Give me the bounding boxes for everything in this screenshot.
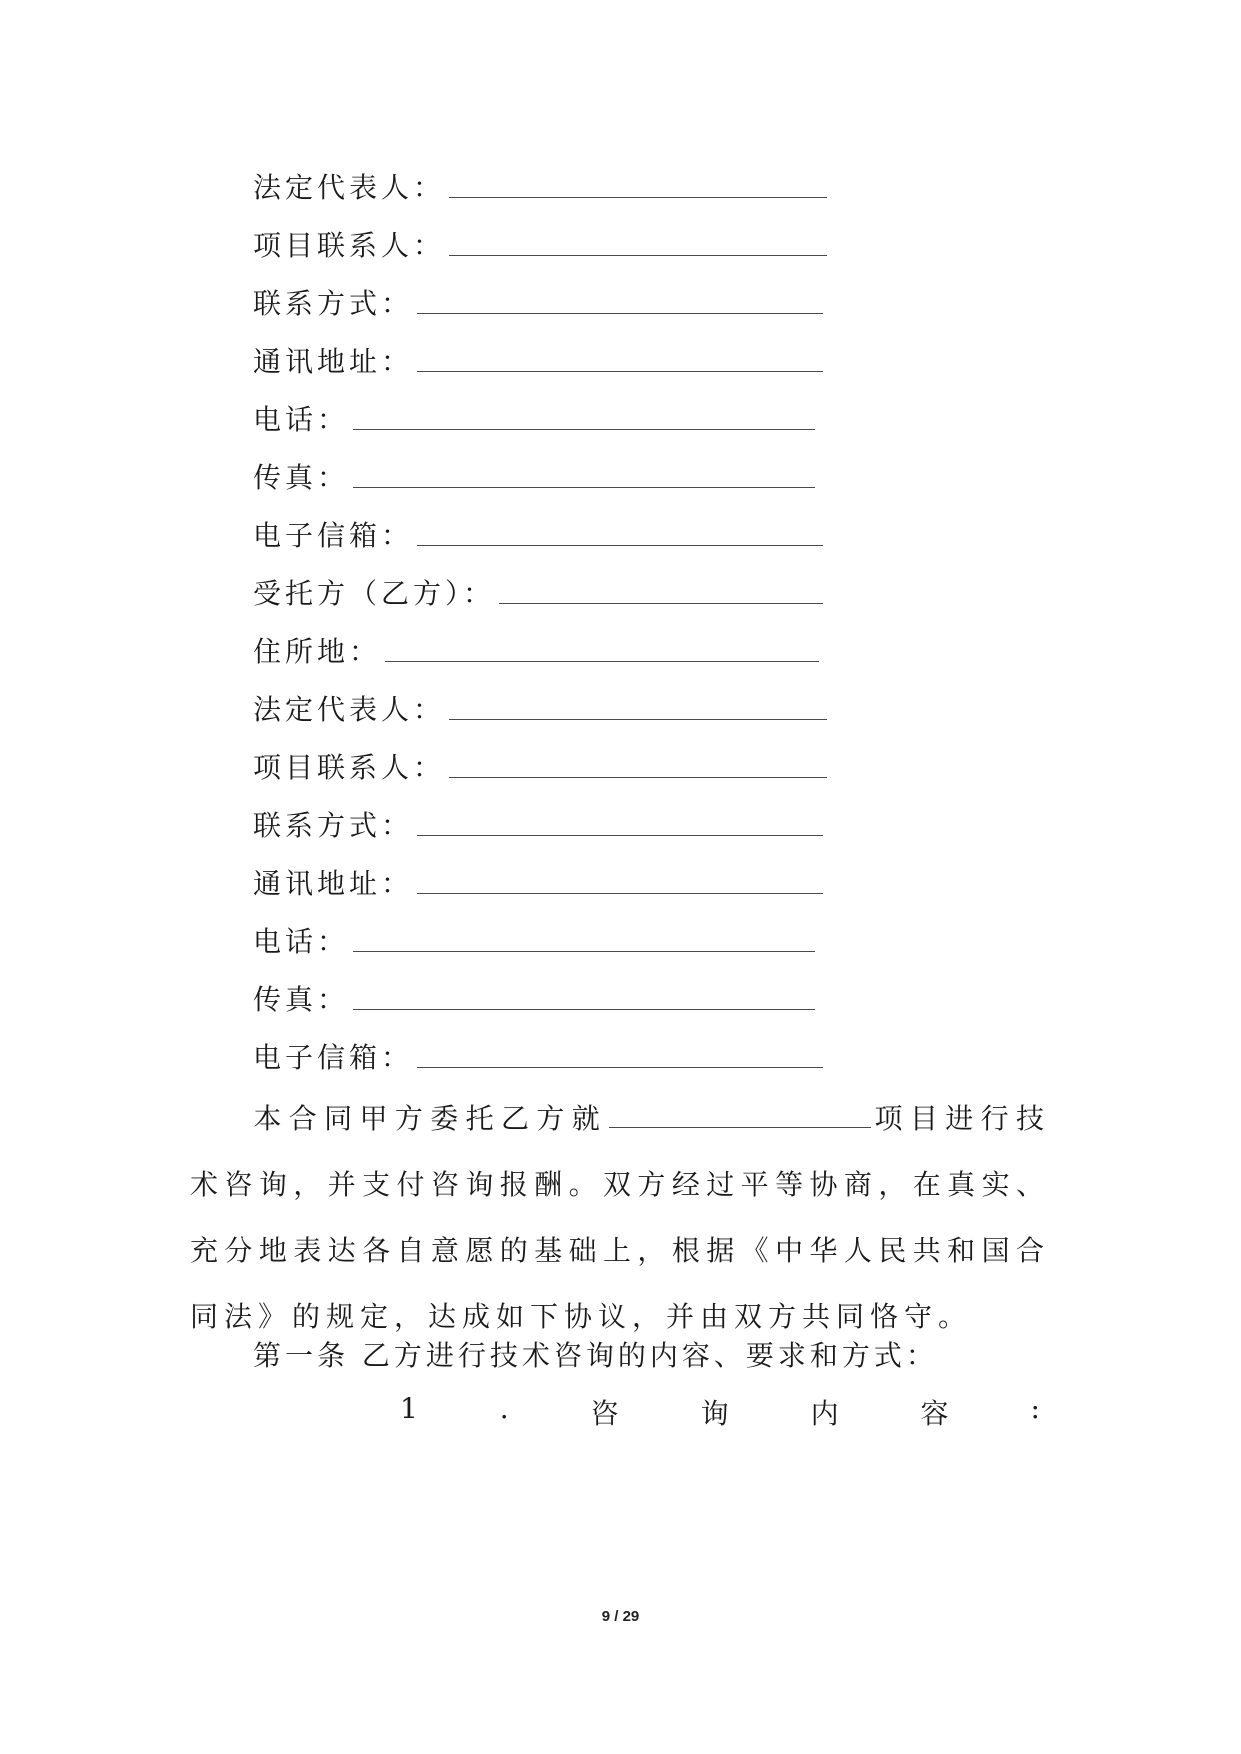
trustee-address-field — [253, 862, 823, 902]
trustee-contact-method-field — [253, 804, 823, 844]
fill-blank[interactable] — [353, 987, 815, 1010]
intro-text-part2: 项目进行技术咨询，并支付咨询报酬。双方经过平等协商，在真实、充分地表达各自意愿的基础上，根据《中华人民共和国合同法》的规定，达成如下协议，并由双方共同恪守。 — [190, 1102, 1050, 1333]
fill-blank[interactable] — [417, 871, 823, 894]
client-project-contact-field — [253, 224, 827, 264]
item-char: . — [499, 1392, 509, 1425]
fill-blank[interactable] — [449, 175, 827, 198]
item-char: 内 — [810, 1397, 839, 1430]
trustee-legal-rep-field — [253, 688, 827, 728]
fill-blank[interactable] — [353, 465, 815, 488]
fill-blank[interactable] — [449, 697, 827, 720]
item-char: 咨 — [590, 1397, 619, 1430]
trustee-email-field — [253, 1036, 823, 1076]
trustee-name-field — [253, 572, 823, 612]
fill-blank[interactable] — [353, 407, 815, 430]
trustee-project-contact-field — [253, 746, 827, 786]
field-label: 项目联系人： — [253, 751, 446, 784]
client-phone-field — [253, 398, 815, 438]
item-char: 容 — [920, 1397, 949, 1430]
fill-blank[interactable] — [417, 291, 823, 314]
fill-blank[interactable] — [417, 523, 823, 546]
field-label: 电子信箱： — [253, 1041, 414, 1074]
intro-paragraph — [190, 1086, 1050, 1350]
page-number: 9 / 29 — [601, 1608, 640, 1625]
project-name-blank[interactable] — [609, 1105, 871, 1128]
field-label: 通讯地址： — [253, 345, 414, 378]
fill-blank[interactable] — [449, 233, 827, 256]
article-1-heading — [253, 1334, 938, 1374]
fill-blank[interactable] — [417, 349, 823, 372]
field-label: 电话： — [253, 403, 350, 436]
fill-blank[interactable] — [353, 929, 815, 952]
client-fax-field — [253, 456, 815, 496]
field-label: 法定代表人： — [253, 693, 446, 726]
field-label: 电话： — [253, 925, 350, 958]
article-1-title: 第一条 乙方进行技术咨询的内容、要求和方式： — [253, 1339, 938, 1372]
intro-text-part1: 本合同甲方委托乙方就 — [252, 1102, 608, 1135]
trustee-phone-field — [253, 920, 815, 960]
trustee-domicile-field — [253, 630, 819, 670]
fill-blank[interactable] — [449, 755, 827, 778]
client-contact-method-field — [253, 282, 823, 322]
client-legal-rep-field — [253, 166, 827, 206]
fill-blank[interactable] — [417, 813, 823, 836]
field-label: 项目联系人： — [253, 229, 446, 262]
item-char: : — [1030, 1392, 1040, 1425]
trustee-fax-field — [253, 978, 815, 1018]
item-1-consulting-content — [400, 1392, 1040, 1432]
field-label: 联系方式： — [253, 287, 414, 320]
client-address-field — [253, 340, 823, 380]
field-label: 传真： — [253, 461, 350, 494]
item-char: 询 — [700, 1397, 729, 1430]
fill-blank[interactable] — [499, 581, 823, 604]
field-label: 法定代表人： — [253, 171, 446, 204]
item-char: 1 — [400, 1392, 418, 1425]
field-label: 住所地： — [253, 635, 382, 668]
client-email-field — [253, 514, 823, 554]
field-label: 电子信箱： — [253, 519, 414, 552]
fill-blank[interactable] — [417, 1045, 823, 1068]
field-label: 联系方式： — [253, 809, 414, 842]
field-label: 通讯地址： — [253, 867, 414, 900]
field-label: 受托方（乙方）： — [253, 577, 496, 610]
field-label: 传真： — [253, 983, 350, 1016]
fill-blank[interactable] — [385, 639, 819, 662]
